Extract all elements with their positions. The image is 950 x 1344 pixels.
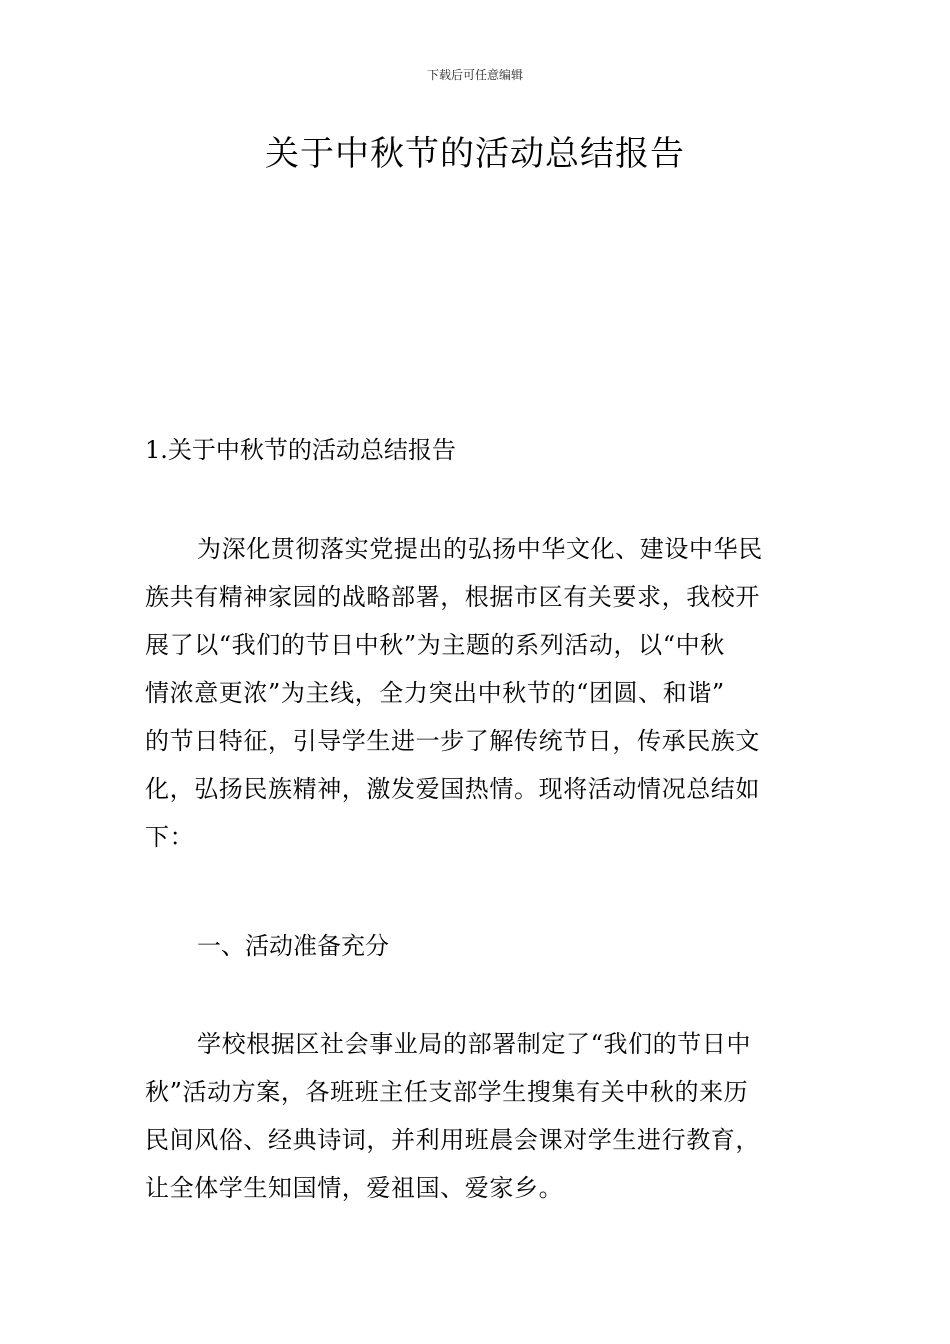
paragraph-line: 情浓意更浓”为主线，全力突出中秋节的“团圆、和谐” [145,679,725,707]
paragraph-line: 为深化贯彻落实党提出的弘扬中华文化、建设中华民 [197,535,763,563]
paragraph-line: 民间风俗、经典诗词，并利用班晨会课对学生进行教育， [145,1126,760,1154]
paragraph-preparation [145,1020,810,1212]
paragraph-line: 的节日特征，引导学生进一步了解传统节日，传承民族文 [145,727,760,755]
paragraph-line: 让全体学生知国情，爱祖国、爱家乡。 [145,1174,564,1202]
section-heading-preparation: 一、活动准备充分 [197,932,389,960]
paragraph-line: 学校根据区社会事业局的部署制定了“我们的节日中 [197,1030,752,1058]
paragraph-line: 展了以“我们的节日中秋”为主题的系列活动，以“中秋 [145,631,725,659]
paragraph-intro [145,525,810,861]
paragraph-line: 族共有精神家园的战略部署，根据市区有关要求，我校开 [145,583,760,611]
document-title: 关于中秋节的活动总结报告 [265,134,685,174]
paragraph-line: 化，弘扬民族精神，激发爱国热情。现将活动情况总结如 [145,775,760,803]
paragraph-line: 下： [145,823,195,851]
paragraph-line: 秋”活动方案，各班班主任支部学生搜集有关中秋的来历 [145,1078,749,1106]
header-note: 下载后可任意编辑 [426,68,523,82]
document-subheading: 1.关于中秋节的活动总结报告 [145,436,456,464]
